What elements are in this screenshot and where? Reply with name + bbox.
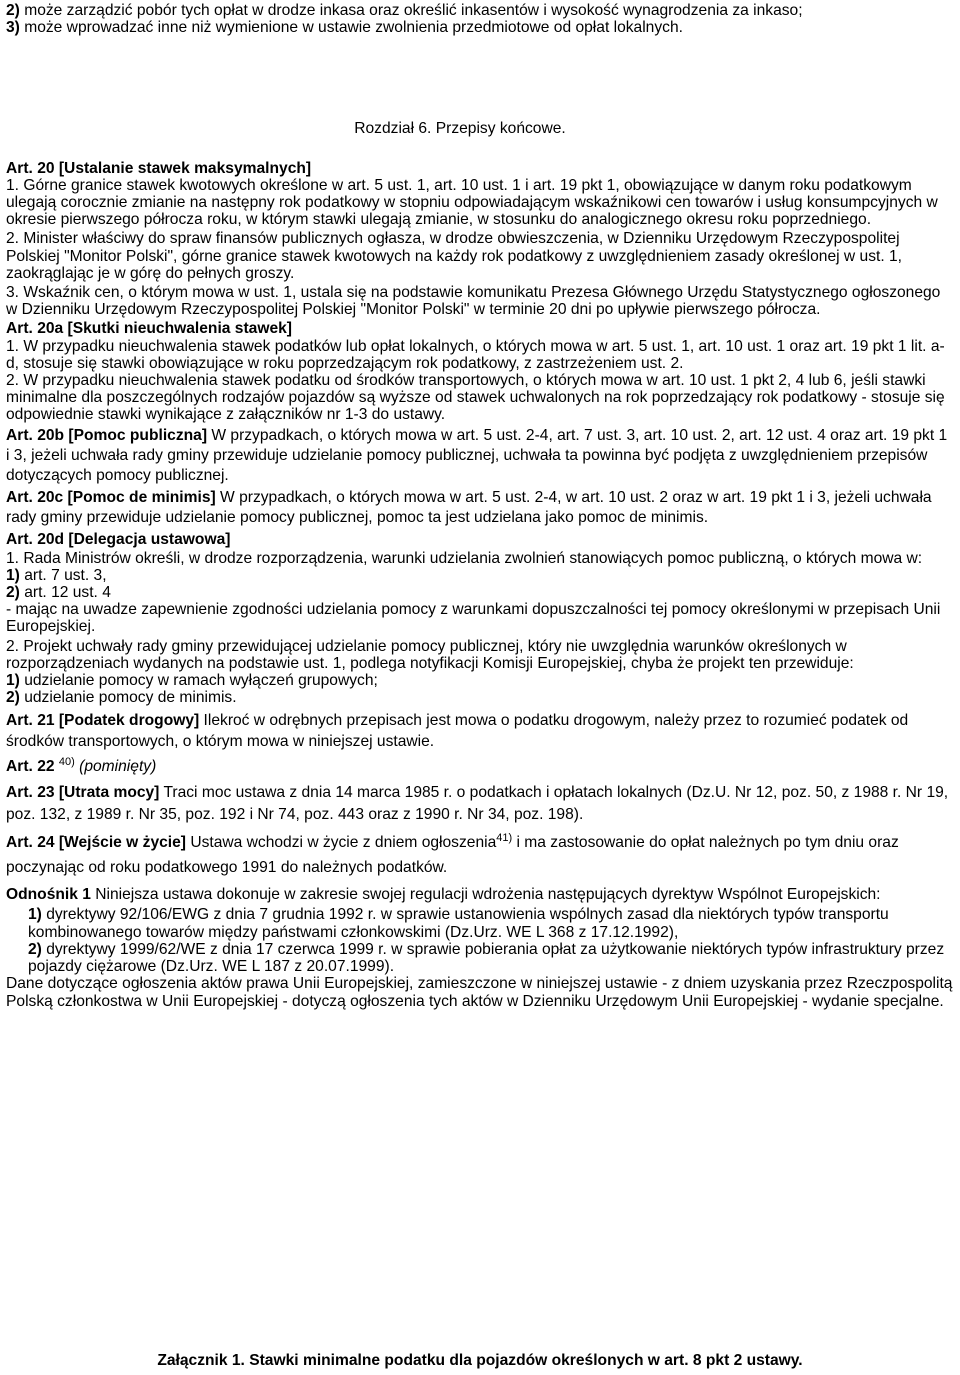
art22-footnote-ref: 40) xyxy=(58,756,75,769)
art20a-heading: Art. 20a [Skutki nieuchwalenia stawek] xyxy=(6,320,292,338)
footnote-directive-1-number: 1) xyxy=(28,906,42,924)
art24-footnote-ref: 41) xyxy=(496,832,513,845)
intro-item-2-number: 2) xyxy=(6,2,20,19)
footnote-directive-2-number: 2) xyxy=(28,940,42,958)
footnote-heading: Odnośnik 1 xyxy=(6,886,91,904)
art20d-ust2: 2. Projekt uchwały rady gminy przewidującej udzielanie pomocy publicznej, który nie uwzględnia warunków określonych w rozporządzeniach wydanych na podstawie ust. 1, podlega notyfikacji Komisji Europejskiej, chyba że projekt ten przewiduje: xyxy=(6,637,854,672)
art24-heading: Art. 24 [Wejście w życie] xyxy=(6,834,186,852)
intro-item-3-text: może wprowadzać inne niż wymienione w ustawie zwolnienia przedmiotowe od opłat lokalnych. xyxy=(24,19,683,37)
art20d-point-2-number: 2) xyxy=(6,584,20,602)
art23-text: Traci moc ustawa z dnia 14 marca 1985 r. o podatkach i opłatach lokalnych (Dz.U. Nr 12, poz. 50, z 1988 r. Nr 19, poz. 132, z 1989 r. Nr 35, poz. 192 i Nr 74, poz. 443 oraz z 1990 r. Nr 34, poz. 198). xyxy=(6,784,949,824)
footnote-directive-1-text: dyrektywy 92/106/EWG z dnia 7 grudnia 1992 r. w sprawie ustanowienia wspólnych zasad dla niektórych typów transportu kombinowanego towarów między państwami członkowskimi (Dz.Urz. WE L 368 z 17.12.1992), xyxy=(28,906,889,941)
footnote-directive-1 xyxy=(6,906,954,940)
art24-text-a: Ustawa wchodzi w życie z dniem ogłoszenia xyxy=(185,834,497,852)
art20b-text: W przypadkach, o których mowa w art. 5 ust. 2-4, art. 7 ust. 3, art. 10 ust. 2, art. 12 ust. 4 oraz art. 19 pkt 1 i 3, jeżeli uchwała rady gminy przewiduje udzielanie pomocy publicznej, uchwała ta powinna być podjęta z uwzględnieniem przepisów dotyczących pomocy publicznej. xyxy=(6,426,948,484)
intro-item-2 xyxy=(6,2,954,19)
art20c-text: W przypadkach, o których mowa w art. 5 ust. 2-4, w art. 10 ust. 2 oraz w art. 19 pkt 1 i 3, jeżeli uchwała rady gminy przewiduje udzielanie pomocy publicznej, pomoc ta jest udzielana jako pomoc de minimis. xyxy=(6,488,932,526)
art20d-point-1-number: 1) xyxy=(6,566,20,584)
art22-text: (pominięty) xyxy=(79,758,157,776)
art24-text-b: i ma zastosowanie do opłat należnych po tym dniu oraz poczynając od roku podatkowego 1991 do należnych podatków. xyxy=(6,834,899,877)
footnote-closing: Dane dotyczące ogłoszenia aktów prawa Unii Europejskiej, zamieszczone w niniejszej ustawie - z dniem uzyskania przez Rzeczpospolitą Polską członkostwa w Unii Europejskiej - dotyczą ogłoszenia tych aktów w Dzienniku Urzędowym Unii Europejskiej - wydanie specjalne. xyxy=(6,975,953,1010)
chapter-title: Rozdział 6. Przepisy końcowe. xyxy=(354,120,566,138)
art20d-sub-point-2-text: udzielanie pomocy de minimis. xyxy=(19,689,237,707)
intro-item-3 xyxy=(6,19,954,36)
art20d-ust1: 1. Rada Ministrów określi, w drodze rozporządzenia, warunki udzielania zwolnień stanowiących pomoc publiczną, o których mowa w: xyxy=(6,549,923,567)
art23-paragraph xyxy=(6,782,954,826)
art20d-point-1 xyxy=(6,567,954,584)
art20d-point-2 xyxy=(6,584,954,601)
art20b-heading: Art. 20b [Pomoc publiczna] xyxy=(6,426,208,444)
art24-paragraph xyxy=(6,830,954,880)
art23-heading: Art. 23 [Utrata mocy] xyxy=(6,784,160,802)
art20d-point-1-text: art. 7 ust. 3, xyxy=(19,566,107,584)
intro-item-3-number: 3) xyxy=(6,19,20,37)
art20d-sub-point-1 xyxy=(6,672,954,689)
art20d-tail: - mając na uwadze zapewnienie zgodności udzielania pomocy z warunkami dopuszczalności tej pomocy określonymi w przepisach Unii Europejskiej. xyxy=(6,601,941,636)
art20a-ust1: 1. W przypadku nieuchwalenia stawek podatków lub opłat lokalnych, o których mowa w art. 5 ust. 1, art. 10 ust. 1 oraz art. 19 pkt 1 lit. a-d, stosuje się stawki obowiązujące w roku poprzedzającym rok podatkowy, z zastrzeżeniem ust. 2. xyxy=(6,337,945,372)
art20d-sub-point-2-number: 2) xyxy=(6,689,20,707)
art20b-paragraph xyxy=(6,426,954,486)
art21-paragraph xyxy=(6,710,954,752)
art20-ust1: 1. Górne granice stawek kwotowych określone w art. 5 ust. 1, art. 10 ust. 1 i art. 19 pkt 1, obowiązujące w danym roku podatkowym ulegają corocznie zmianie na następny rok podatkowy w stopniu odpowiadającym wskaźnikowi cen towarów i usług konsumpcyjnych w okresie pierwszego półrocza roku, w którym stawki ulegają zmianie, w stosunku do analogicznego okresu roku poprzedniego. xyxy=(6,176,938,229)
art20-heading: Art. 20 [Ustalanie stawek maksymalnych] xyxy=(6,159,312,177)
art20-ust3: 3. Wskaźnik cen, o którym mowa w ust. 1, ustala się na podstawie komunikatu Prezesa Głównego Urzędu Statystycznego ogłoszonego w Dzienniku Urzędowym Rzeczypospolitej Polskiej "Monitor Polski" w terminie 20 dni po upływie pierwszego półrocza. xyxy=(6,284,941,319)
art20c-paragraph xyxy=(6,488,954,528)
art20d-heading: Art. 20d [Delegacja ustawowa] xyxy=(6,530,231,548)
art20c-heading: Art. 20c [Pomoc de minimis] xyxy=(6,488,216,506)
footnote-text: Niniejsza ustawa dokonuje w zakresie swojej regulacji wdrożenia następujących dyrektyw Wspólnot Europejskich: xyxy=(90,886,881,904)
footnote-directive-2-text: dyrektywy 1999/62/WE z dnia 17 czerwca 1999 r. w sprawie pobierania opłat za użytkowanie niektórych typów infrastruktury przez pojazdy ciężarowe (Dz.Urz. WE L 187 z 20.07.1999). xyxy=(28,940,945,976)
art20d-sub-point-2 xyxy=(6,689,954,706)
art21-text: Ilekroć w odrębnych przepisach jest mowa o podatku drogowym, należy przez to rozumieć podatek od środków transportowych, o którym mowa w niniejszej ustawie. xyxy=(6,712,909,751)
footnote-directive-2 xyxy=(6,941,954,975)
document-page xyxy=(6,0,954,1369)
art22-paragraph xyxy=(6,756,954,778)
annex-title: Załącznik 1. Stawki minimalne podatku dla pojazdów określonych w art. 8 pkt 2 ustawy. xyxy=(157,1352,803,1369)
intro-item-2-text: może zarządzić pobór tych opłat w drodze inkasa oraz określić inkasentów i wysokość wynagrodzenia za inkaso; xyxy=(24,2,803,19)
art20d-sub-point-1-text: udzielanie pomocy w ramach wyłączeń grupowych; xyxy=(19,672,378,690)
art20d-point-2-text: art. 12 ust. 4 xyxy=(19,584,111,602)
art21-heading: Art. 21 [Podatek drogowy] xyxy=(6,712,200,730)
art20a-ust2: 2. W przypadku nieuchwalenia stawek podatku od środków transportowych, o których mowa w art. 10 ust. 1 pkt 2, 4 lub 6, jeśli stawki minimalne dla poszczególnych rodzajów pojazdów są wyższe od stawek uchwalonych na rok poprzedzający rok podatkowy - stosuje się odpowiednie stawki wynikające z załączników nr 1-3 do ustawy. xyxy=(6,372,945,424)
art22-heading: Art. 22 xyxy=(6,758,55,776)
art20d-sub-point-1-number: 1) xyxy=(6,672,20,690)
art20-ust2: 2. Minister właściwy do spraw finansów publicznych ogłasza, w drodze obwieszczenia, w Dzienniku Urzędowym Rzeczypospolitej Polskiej "Monitor Polski", górne granice stawek kwotowych na każdy rok podatkowy z uwzględnieniem zasady określonej w ust. 1, zaokrąglając je w górę do pełnych groszy. xyxy=(6,230,903,282)
footnote-paragraph xyxy=(6,884,954,906)
